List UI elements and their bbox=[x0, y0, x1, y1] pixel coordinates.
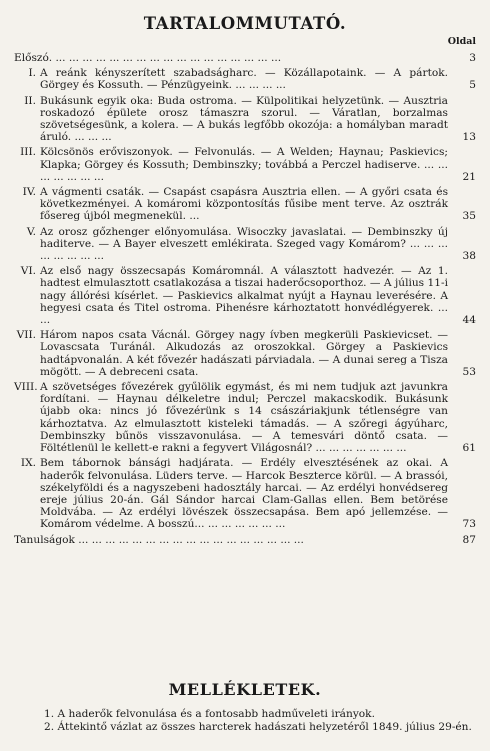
entry-number: I. bbox=[28, 67, 36, 80]
toc-entry bbox=[14, 226, 476, 263]
entry-text: A vágmenti csaták. — Csapást csapásra Ausztria ellen. — A győri csata és következményei. A komáromi központosítás fűsibe ment terve. Az osztrák fősereg újból megmenekül. ... bbox=[40, 186, 448, 223]
entry-page: 53 bbox=[462, 365, 476, 378]
toc-entry bbox=[14, 381, 476, 454]
entry-text: Tanulságok ... ... ... ... ... ... ... ... ... ... ... ... ... ... ... ... ... bbox=[14, 533, 304, 546]
entry-text: A reánk kényszerített szabadságharc. — Közállapotaink. — A pártok. Görgey és Kossuth. — Pénzügyeink. ... ... ... ... bbox=[40, 67, 448, 92]
entry-number: IX. bbox=[20, 457, 36, 470]
appendix-list bbox=[14, 708, 476, 734]
entry-page: 21 bbox=[462, 170, 476, 183]
toc-entry bbox=[14, 95, 476, 144]
toc-entry bbox=[14, 329, 476, 378]
entry-number: II. bbox=[24, 94, 36, 107]
appendix-item: 2. Áttekintő vázlat az összes harcterek hadászati helyzetéről 1849. július 29-én. bbox=[44, 720, 472, 733]
toc-entry bbox=[14, 457, 476, 530]
entry-text: Bem tábornok bánsági hadjárata. — Erdély elvesztésének az okai. A haderők felvonulása. Lüders terve. — Harcok Beszterce körül. — A brassói, székelyföldi és a nagyszebeni hadosztály harcai. — Az erdélyi honvédsereg ereje július 20-án. Gál Sándor harcai Clam-Gallas ellen. Bem betörése Moldvába. — Az erdélyi lövészek összecsapása. Bem apó jellemzése. — Komárom védelme. A bosszú... ... ... ... ... ... ... bbox=[40, 457, 448, 531]
entry-text: Előszó. ... ... ... ... ... ... ... ... ... ... ... ... ... ... ... ... ... bbox=[14, 52, 282, 64]
toc-entry bbox=[14, 67, 476, 91]
entry-text: Három napos csata Vácnál. Görgey nagy ívben megkerüli Paskievicset. — Lovascsata Turánál. Alkudozás az oroszokkal. Görgey a Paskievics hadtápvonalán. A két fővezér hadászati párviadala. — A dunai sereg a Tisza mögött. — A debreceni csata. bbox=[40, 329, 448, 378]
entry-page: 87 bbox=[462, 533, 476, 546]
toc-entry bbox=[14, 52, 476, 64]
entry-number: III. bbox=[20, 146, 36, 159]
page-column-header: Oldal bbox=[447, 36, 476, 47]
appendix-item: 1. A haderők felvonulása és a fontosabb hadműveleti irányok. bbox=[44, 708, 375, 720]
entry-page: 61 bbox=[462, 442, 476, 455]
entry-page: 38 bbox=[462, 250, 476, 263]
toc-entry bbox=[14, 186, 476, 223]
toc-entry bbox=[14, 146, 476, 183]
entry-page: 5 bbox=[469, 79, 476, 92]
entry-text: Az első nagy összecsapás Komáromnál. A választott hadvezér. — Az 1. hadtest elmulasztott csatlakozása a tiszai haderőcsoporthoz. — A július 11-i nagy állórési kísérlet. — Paskievics alkalmat nyújt a Haynau leverésére. A hegyesi csata és Titel ostroma. Pihenésre kárhoztatott honvédlégyerek. ... ... bbox=[40, 265, 448, 327]
page-title: TARTALOMMUTATÓ. bbox=[143, 14, 347, 33]
entry-page: 73 bbox=[462, 518, 476, 531]
entry-number: VII. bbox=[16, 329, 36, 342]
toc-entry bbox=[14, 534, 476, 546]
toc-entry bbox=[14, 265, 476, 326]
entry-page: 13 bbox=[462, 131, 476, 144]
entry-number: VIII. bbox=[14, 381, 38, 394]
entry-text: Az orosz gőzhenger előnyomulása. Wisoczky javaslatai. — Dembinszky új haditerve. — A Bayer elveszett emlékirata. Szeged vagy Komárom? ... ... ... ... ... ... ... ... bbox=[40, 225, 448, 263]
entry-page: 35 bbox=[462, 210, 476, 223]
entry-number: VI. bbox=[20, 265, 36, 278]
entry-page: 44 bbox=[462, 314, 476, 327]
entry-text: Kölcsönös erőviszonyok. — Felvonulás. — A Welden; Haynau; Paskievics; Klapka; Görgey és Kossuth; Dembinszky; továbbá a Perczel hadiserve. ... ... ... ... ... ... ... bbox=[40, 146, 448, 183]
entry-text: Bukásunk egyik oka: Buda ostroma. — Külpolitikai helyzetünk. — Ausztria roskadozó épülete orosz támaszra szorul. — Váratlan, borzalmas szövetségesünk, a kolera. — A bukás legfőbb okozója: a homályban maradt áruló. ... ... ... bbox=[40, 94, 448, 144]
table-of-contents bbox=[14, 52, 476, 549]
entry-number: V. bbox=[26, 225, 36, 238]
appendix-title: MELLÉKLETEK. bbox=[168, 680, 322, 699]
entry-number: IV. bbox=[22, 186, 36, 199]
entry-page: 3 bbox=[469, 52, 476, 64]
entry-text: A szövetséges fővezérek gyűlölik egymást, és mi nem tudjuk azt javunkra fordítani. — Haynau délkeletre indul; Perczel makacskodik. Bukásunk újabb oka: nincs jó fővezérünk s 14 császáriakjunk tétlenségre van kárhoztatva. Az elmulasztott kisteleki támadás. — A szőregi ágyúharc, Dembinszky bűnös visszavonulása. — A temesvári döntő csata. — Föltétlenül le kellett-e rakni a fegyvert Világosnál? ... ... ... ... ... ... ... bbox=[40, 381, 448, 455]
